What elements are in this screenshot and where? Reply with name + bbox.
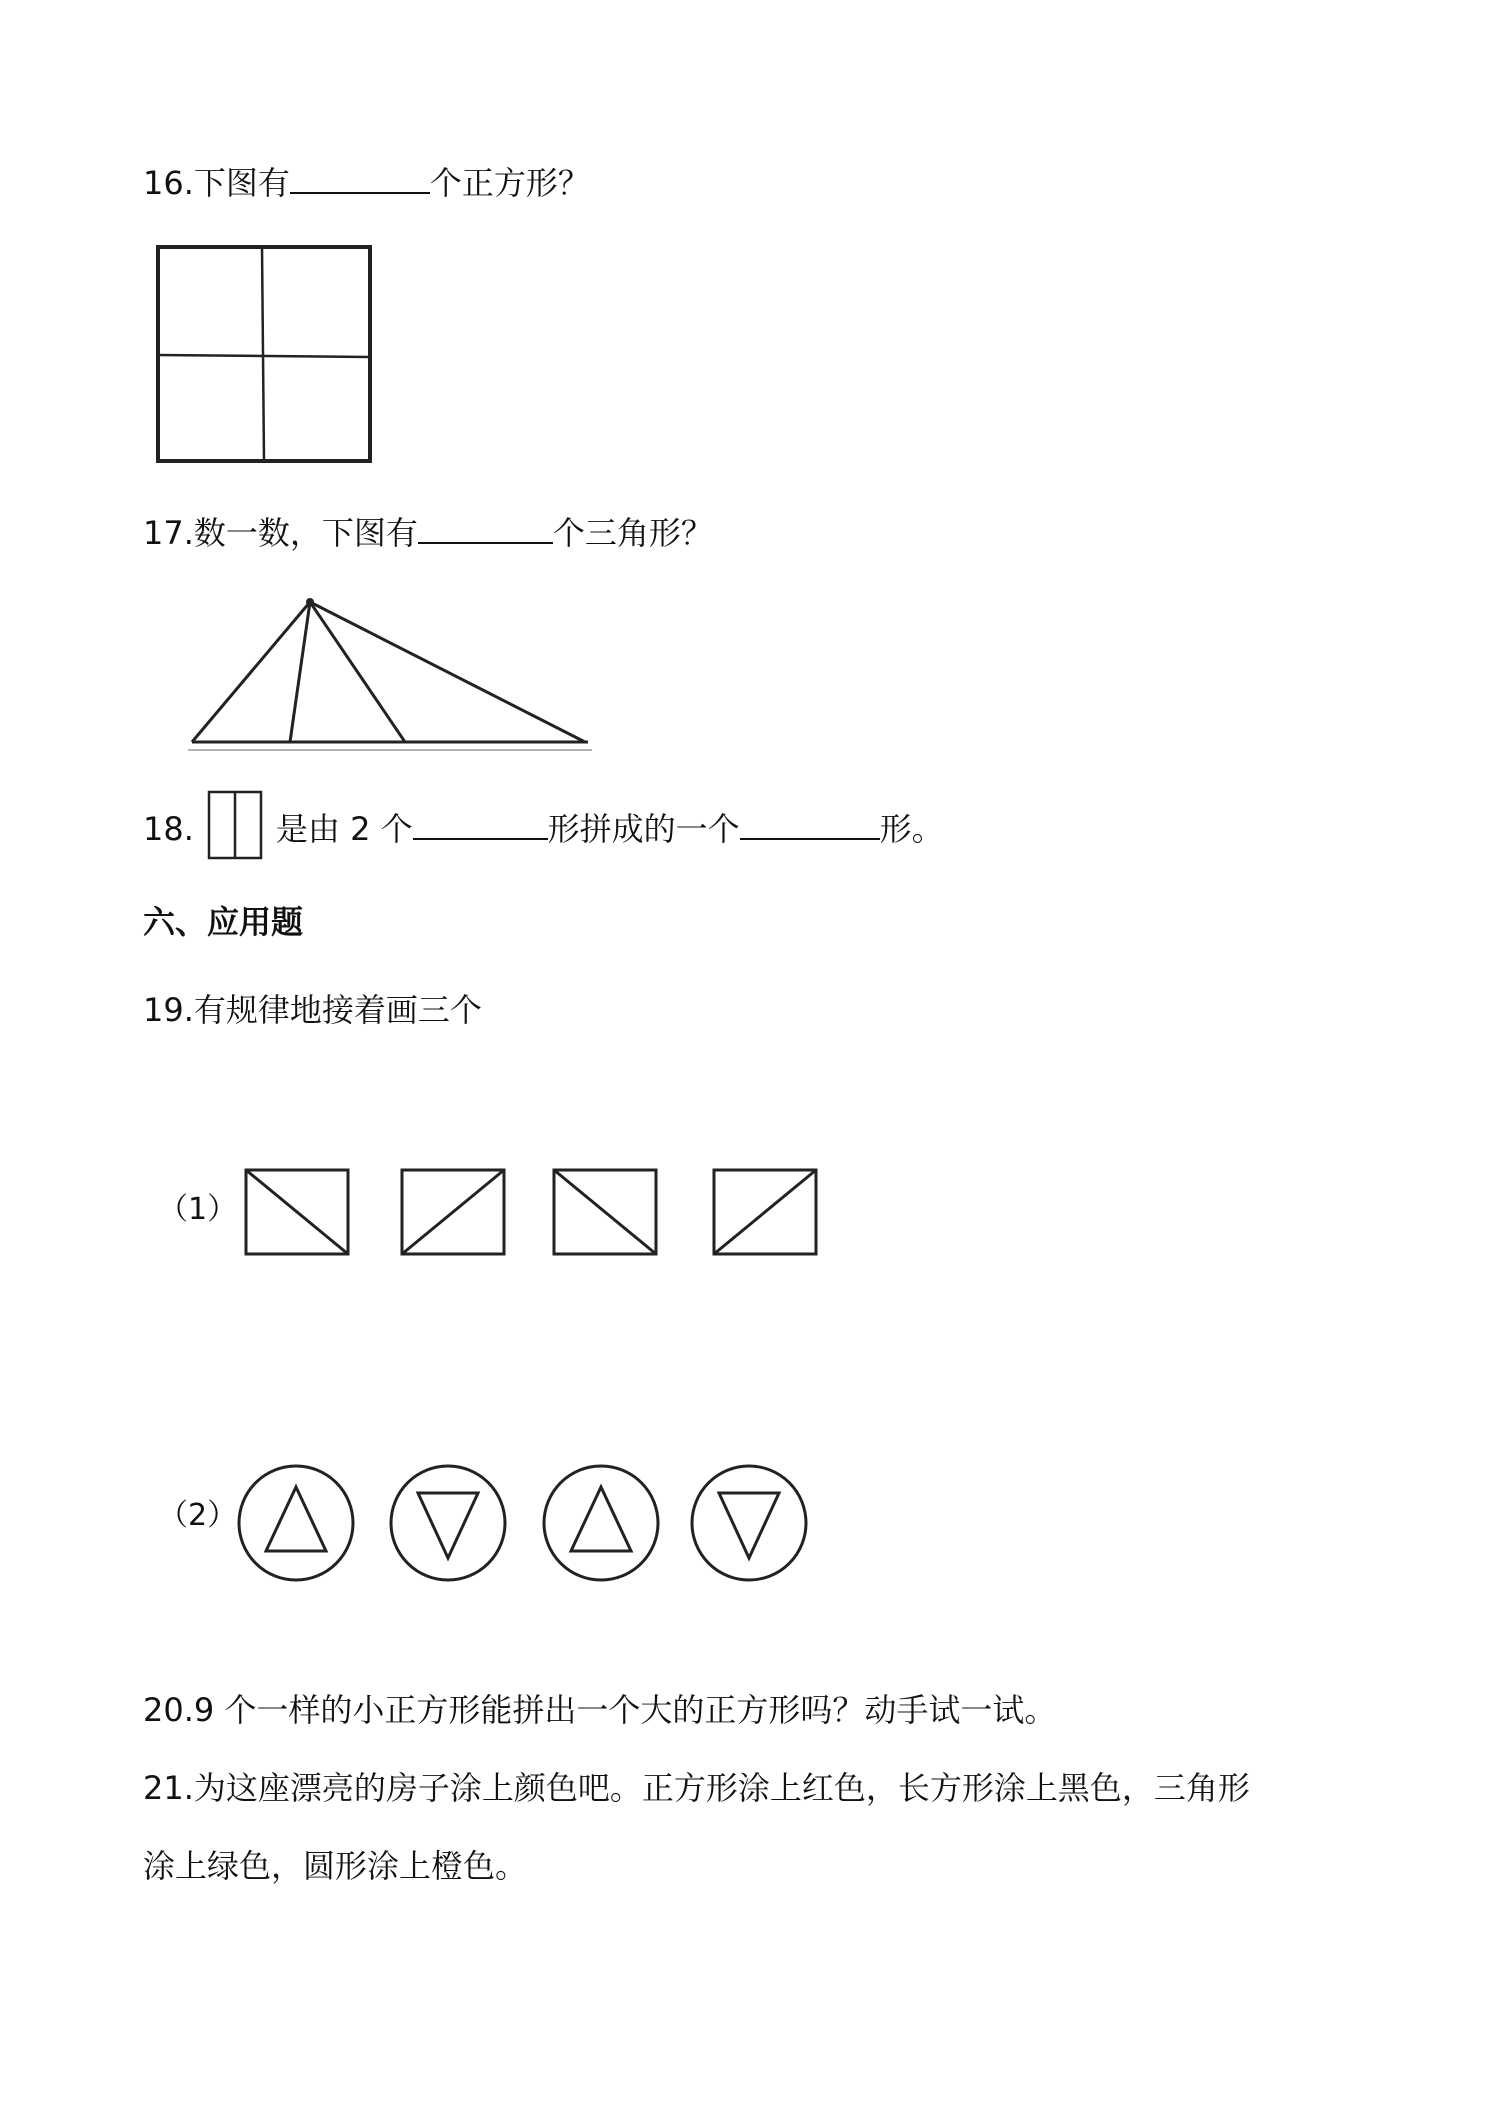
q16-text-before: 下图有 — [193, 164, 290, 202]
q19-sub2-label: （2） — [158, 1498, 238, 1533]
q17-triangle-figure — [180, 590, 600, 760]
pattern-circle-3 — [544, 1466, 658, 1580]
question-21-line-1: 21.为这座漂亮的房子涂上颜色吧。正方形涂上红色，长方形涂上黑色，三角形 — [143, 1769, 1250, 1807]
q17-text-before: 数一数，下图有 — [193, 514, 418, 552]
pattern-circle-1 — [239, 1466, 353, 1580]
q18-text-part3: 形。 — [879, 810, 944, 848]
q16-text-after: 个正方形？ — [429, 164, 590, 202]
q19-rectangle-pattern — [240, 1160, 830, 1260]
q16-answer-blank[interactable] — [290, 162, 430, 194]
q17-text-after: 个三角形？ — [552, 514, 713, 552]
q18-text-part2: 形拼成的一个 — [547, 810, 740, 848]
q18-inline-rectangle — [194, 811, 276, 851]
q19-sub1-label: （1） — [158, 1192, 238, 1227]
question-21-line-2: 涂上绿色，圆形涂上橙色。 — [143, 1847, 528, 1885]
pattern-rect-3 — [554, 1170, 656, 1254]
q18-answer-blank-2[interactable] — [740, 808, 880, 840]
pattern-circle-4 — [692, 1466, 806, 1580]
question-17 — [143, 512, 713, 553]
q18-answer-blank-1[interactable] — [413, 808, 548, 840]
question-20: 20.9 个一样的小正方形能拼出一个大的正方形吗？动手试一试。 — [143, 1691, 1057, 1729]
q18-number: 18. — [143, 810, 194, 848]
q17-answer-blank[interactable] — [418, 512, 553, 544]
q18-text-part1: 是由 2 个 — [275, 810, 413, 848]
pattern-rect-1 — [246, 1170, 348, 1254]
pattern-rect-4 — [714, 1170, 816, 1254]
q16-square-grid-figure — [152, 243, 377, 468]
q17-number: 17. — [143, 514, 194, 552]
q19-circle-triangle-pattern — [235, 1460, 815, 1590]
pattern-circle-2 — [391, 1466, 505, 1580]
question-16 — [143, 162, 590, 203]
question-19: 19.有规律地接着画三个 — [143, 991, 482, 1029]
pattern-rect-2 — [402, 1170, 504, 1254]
section-6-heading: 六、应用题 — [143, 903, 304, 941]
question-18 — [143, 808, 944, 851]
q16-number: 16. — [143, 164, 194, 202]
